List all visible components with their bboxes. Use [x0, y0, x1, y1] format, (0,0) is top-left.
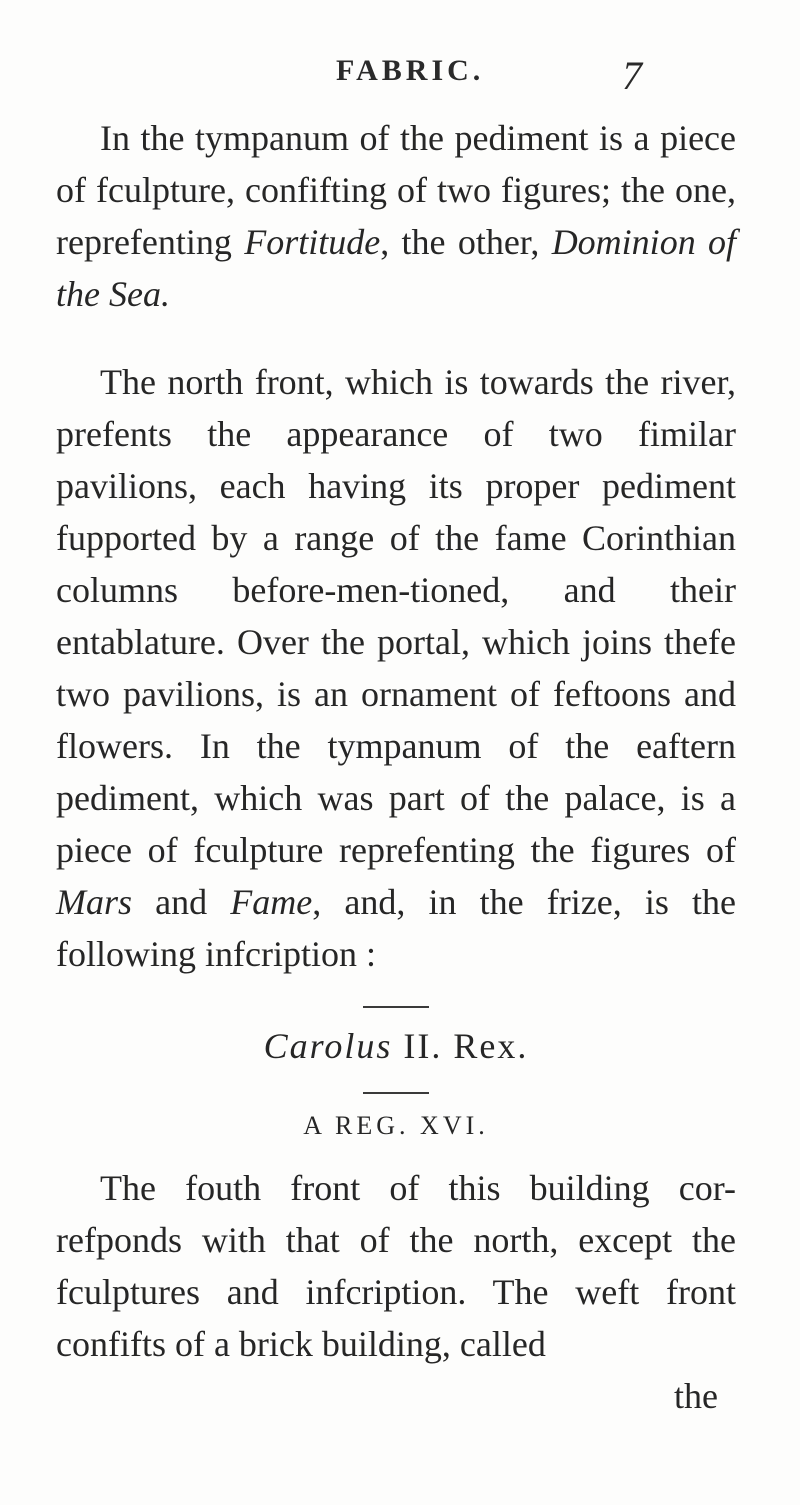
paragraph-2-text-after: , and, in the frize, is the following infcription :	[56, 882, 736, 974]
paragraph-3: The fouth front of this building cor-refponds with that of the north, except the fculptures and infcription. The weft front confifts of a brick building, called	[56, 1168, 736, 1364]
paragraph-1	[56, 112, 736, 320]
paragraph-1-text: In the tympanum of the pediment is a piece of fculpture, confifting of two figures; the one, reprefenting	[56, 118, 736, 262]
catchword: the	[674, 1376, 718, 1416]
inscription-name-italic: Carolus	[263, 1026, 393, 1066]
inscription-rule-bottom	[363, 1092, 429, 1094]
body-text	[56, 112, 736, 1422]
italic-fame: Fame	[230, 882, 313, 922]
paragraph-2-text-between: and	[132, 882, 231, 922]
italic-fortitude: Fortitude	[244, 222, 381, 262]
paragraph-2	[56, 356, 736, 980]
inscription-line-2: A REG. XVI.	[303, 1111, 489, 1140]
inscription-line-1	[56, 1022, 736, 1070]
italic-dominion-of-the-sea: Dominion of the Sea.	[56, 222, 737, 314]
paragraph-spacer	[56, 320, 736, 356]
paragraph-spacer	[56, 1146, 736, 1162]
paragraph-1-text-between: , the other,	[380, 222, 552, 262]
paragraph-2-text: The north front, which is towards the river, prefents the appearance of two fimilar pavilions, each having its proper pediment fupported by a range of the fame Corinthian columns before-men-tioned, and their entablature. Over the portal, which joins thefe two pavilions, is an ornament of feftoons and flowers. In the tympanum of the eaftern pediment, which was part of the palace, is a piece of fculpture reprefenting the figures of	[56, 362, 736, 870]
inscription-name-rest: II. Rex.	[392, 1026, 529, 1066]
running-head-title: FABRIC.	[336, 54, 485, 87]
running-head	[0, 48, 800, 108]
italic-mars: Mars	[56, 882, 133, 922]
page-number: 7	[622, 53, 642, 98]
inscription-rule-top	[363, 1006, 429, 1008]
